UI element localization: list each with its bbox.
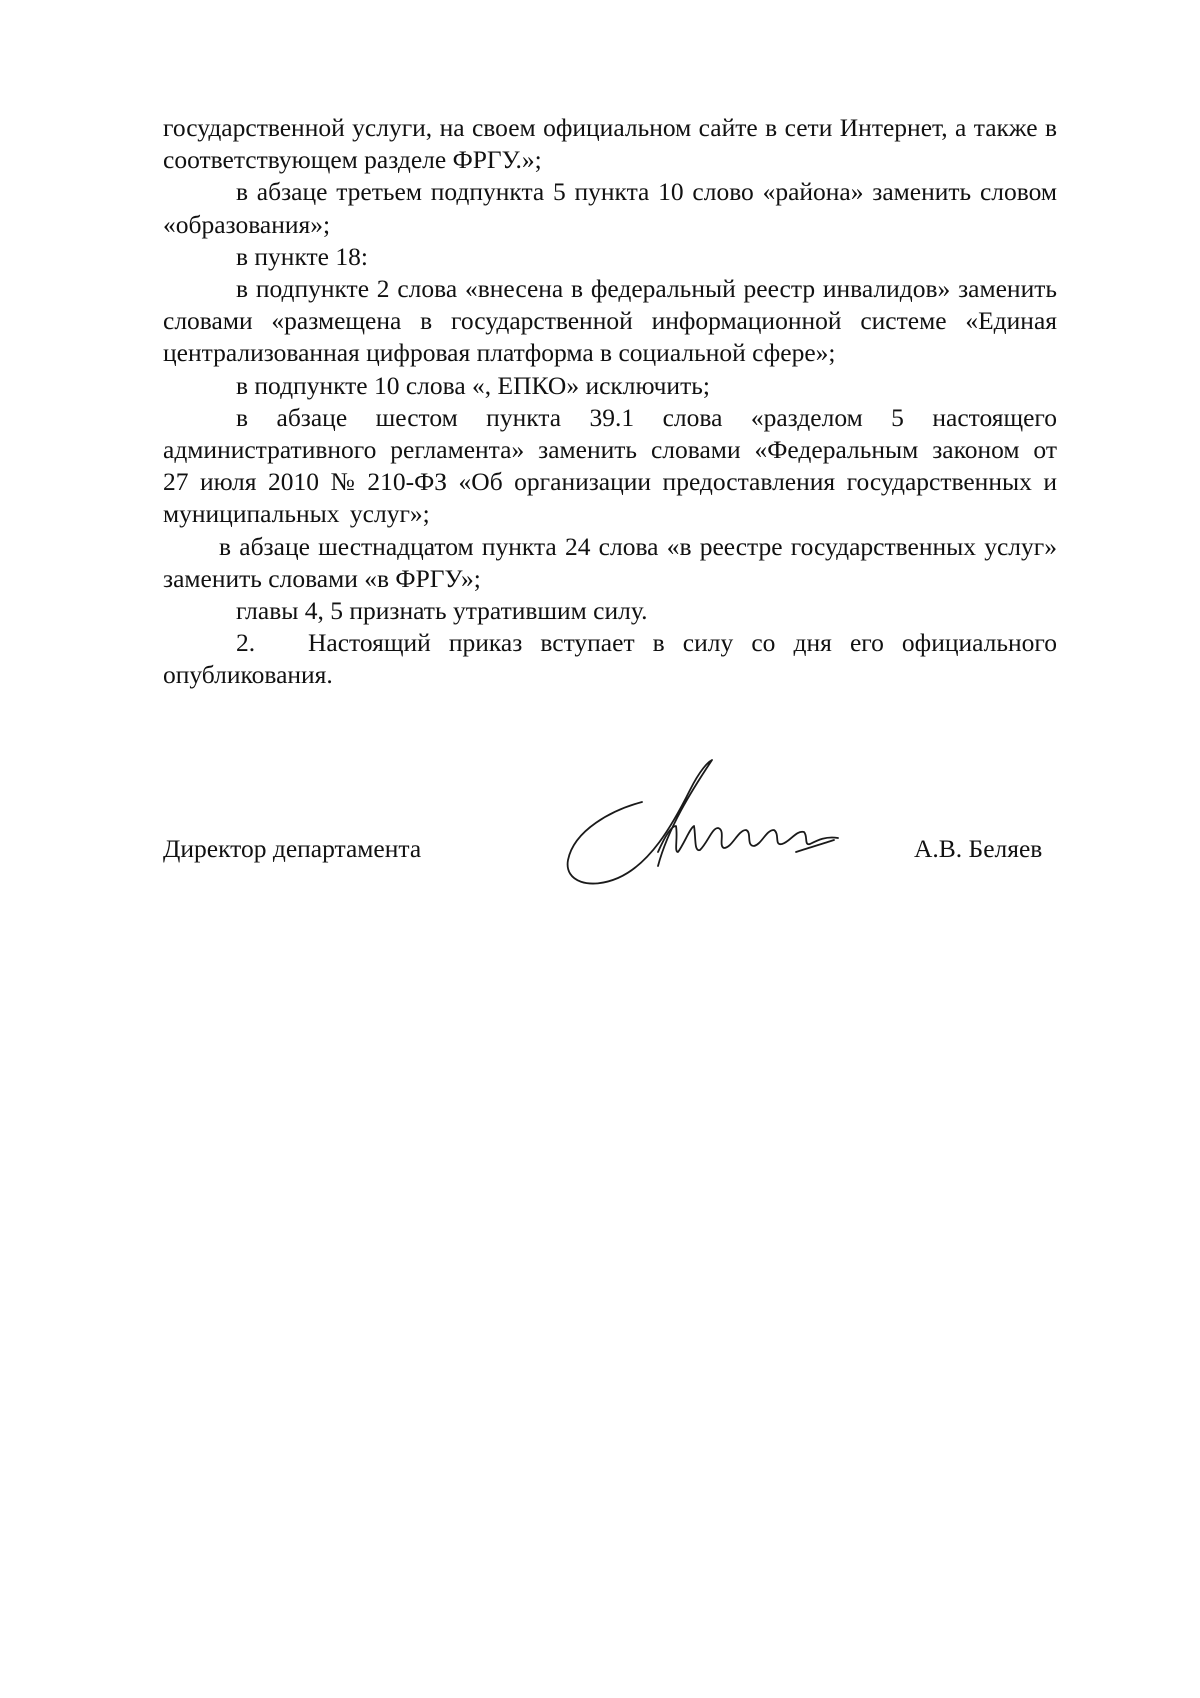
- paragraph-item18-heading: в пункте 18:: [236, 241, 368, 271]
- paragraph-item-2: [163, 627, 1057, 691]
- paragraph-item24: в абзаце шестнадцатом пункта 24 слова «в реестре государственных услуг» заменить словами «в ФРГУ»;: [163, 531, 1057, 593]
- paragraph-amendment-item10: в абзаце третьем подпункта 5 пункта 10 слово «района» заменить словом «образования»;: [163, 177, 1057, 239]
- paragraph-chapters-repeal: главы 4, 5 признать утратившим силу.: [236, 596, 648, 626]
- signatory-position: Директор департамента: [163, 834, 422, 863]
- paragraph-continuation: государственной услуги, на своем официальном сайте в сети Интернет, а также в соответствующем разделе ФРГУ.»;: [163, 113, 1057, 175]
- item-number: 2.: [236, 628, 256, 658]
- item-text: Настоящий приказ вступает в силу со дня его официального опубликования.: [163, 628, 1057, 690]
- handwritten-signature: [560, 756, 880, 896]
- signatory-name: А.В. Беляев: [914, 834, 1043, 863]
- paragraph-subitem2: в подпункте 2 слова «внесена в федеральный реестр инвалидов» заменить словами «размещена в государственной информационной системе «Единая централизованная цифровая платформа в социальной сфере»;: [163, 274, 1057, 368]
- paragraph-item39-1: в абзаце шестом пункта 39.1 слова «разделом 5 настоящего административного регламента» заменить словами «Федеральным законом от 27 июля 2010 № 210-ФЗ «Об организации предоставления государственных и муниципальных услуг»;: [163, 402, 1057, 529]
- document-body: [163, 112, 1057, 692]
- paragraph-subitem10: в подпункте 10 слова «, ЕПКО» исключить;: [236, 370, 710, 400]
